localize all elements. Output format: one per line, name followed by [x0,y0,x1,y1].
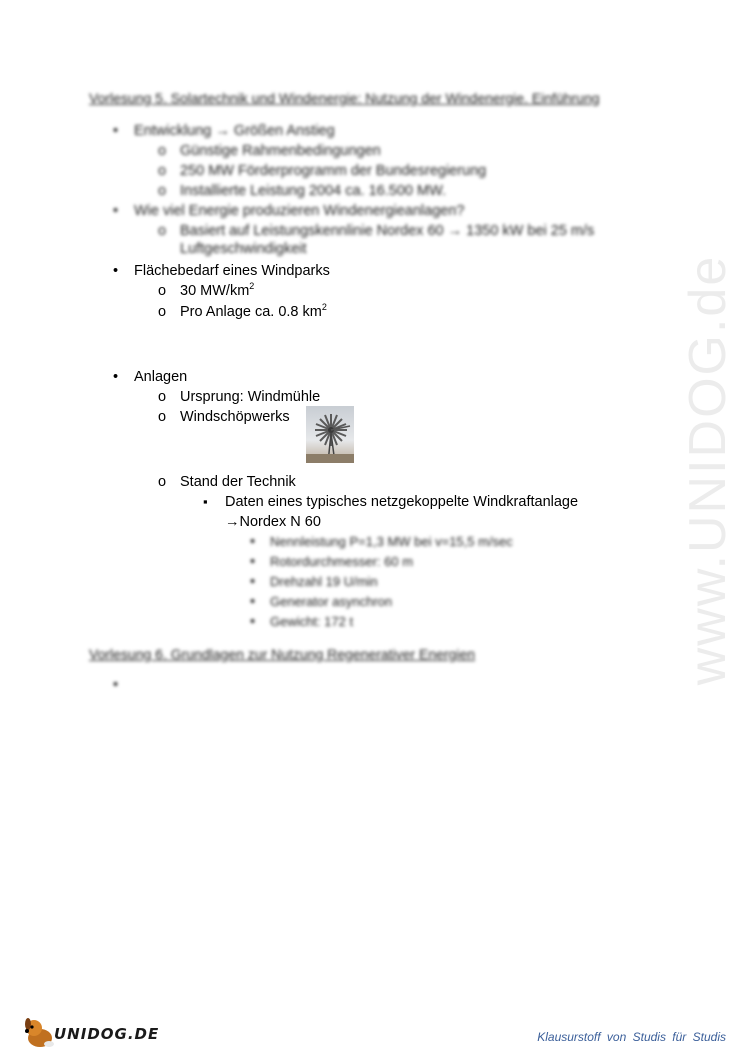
bullet-marker [158,182,166,200]
bullet-marker [158,282,166,300]
list-item: Entwicklung → Größen Anstieg [134,123,335,139]
bullet-marker [203,493,208,511]
spec-item: Nennleistung P=1,3 MW bei v=15,5 m/sec [270,534,513,549]
bullet-marker [113,122,118,140]
bullet-marker [250,533,255,551]
bullet-marker [158,388,166,406]
list-item: Wie viel Energie produzieren Windenergieanlagen? [134,203,465,219]
list-item: Günstige Rahmenbedingungen [180,143,381,159]
bullet-marker [158,303,166,321]
bullet-marker [158,222,166,240]
bullet-marker [250,573,255,591]
state-of-art: Stand der Technik [180,474,296,490]
origin: Ursprung: Windmühle [180,389,321,405]
area-per-unit: Pro Anlage ca. 0.8 $km^2$ [180,302,327,320]
bullet-marker [113,676,118,694]
list-item: Basiert auf Leistungskennlinie Nordex 60 → 1350 kW bei 25 m/s [180,223,595,239]
bullet-marker [113,262,118,280]
section-1-title: Vorlesung 5. Solartechnik und Windenergie: Nutzung der Windenergie. Einführung [89,90,600,106]
windmill-image [306,406,354,463]
watermark: www.UNIDOG.de [679,254,737,686]
bullet-marker [158,162,166,180]
bullet-marker [250,593,255,611]
bullet-marker [113,368,118,386]
spec-item: Generator asynchron [270,594,393,609]
logo-text: UNIDOG.DE [54,1025,160,1043]
bullet-marker [158,142,166,160]
area-per-km: 30 $MW/km^2$ [180,281,255,299]
area-need: Flächebedarf eines Windparks [134,263,330,279]
anlagen: Anlagen [134,369,188,385]
footer-tagline: Klausurstoff von Studis für Studis [537,1030,726,1044]
turbine-data: Daten eines typisches netzgekoppelte Windkraftanlage [225,494,579,510]
bullet-marker [158,473,166,491]
bullet-marker [250,613,255,631]
list-item: Luftgeschwindigkeit [180,241,307,257]
section-2-title: Vorlesung 6. Grundlagen zur Nutzung Regenerativer Energien [89,646,476,662]
pump: Windschöpwerks [180,409,290,425]
bullet-marker [250,553,255,571]
dog-icon [22,1014,58,1050]
nordex: →Nordex N 60 [225,514,321,530]
spec-item: Rotordurchmesser: 60 m [270,554,414,569]
bullet-marker [113,202,118,220]
list-item: Installierte Leistung 2004 ca. 16.500 MW. [180,183,446,199]
spec-item: Gewicht: 172 t [270,614,354,629]
list-item: 250 MW Förderprogramm der Bundesregierung [180,163,487,179]
bullet-marker [158,408,166,426]
spec-item: Drehzahl 19 U/min [270,574,378,589]
